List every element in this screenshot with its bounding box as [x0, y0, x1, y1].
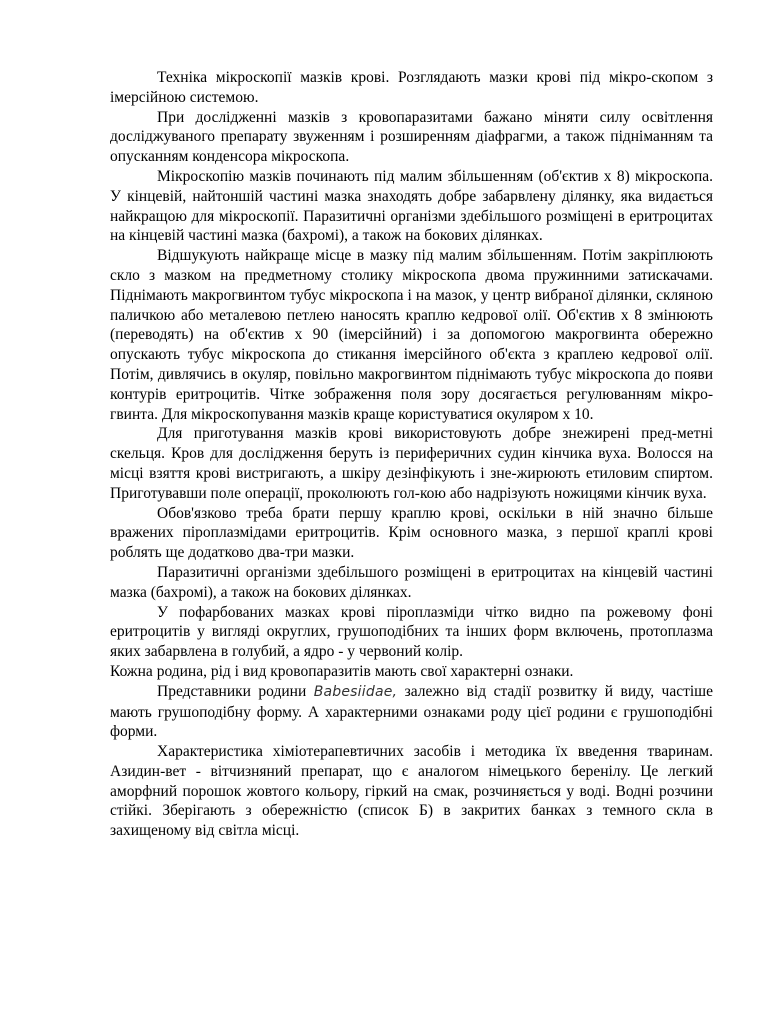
paragraph-chemotherapy: Характеристика хіміотерапевтичних засобів і методика їх введення тваринам. Азидин-вет - вітчизняний препарат, що є аналогом німецького беренілу. Це легкий аморфний порошок жовтого кольору, гіркий на смак, розчиняється у воді. Водні розчини стійкі. Зберігають з обережністю (список Б) в закритих банках з темного скла в захищеному від світла місці.: [110, 743, 713, 840]
babesiidae-text-after: залежно від стадії розвитку й виду, частіше мають грушоподібну форму. А характерними ознаками роду цієї родини є грушоподібні форми.: [110, 682, 713, 741]
paragraph-smear-preparation: Для приготування мазків крові використовують добре знежирені пред-метні скельця. Кров для дослідження беруть із периферичних судин кінчика вуха. Волосся на місці взяття крові вистригають, а шкіру дезінфікують і зне-жирюють етиловим спиртом. Приготувавши поле операції, проколюють гол-кою або надрізують ножицями кінчик вуха.: [110, 425, 713, 502]
paragraph-illumination: При дослідженні мазків з кровопаразитами бажано міняти силу освітлення досліджуваного препарату звуженням і розширенням діафрагми, а також підніманням та опусканням конденсора мікроскопа.: [110, 108, 713, 166]
paragraph-babesiidae: [110, 682, 713, 742]
babesiidae-text-before: Представники родини: [157, 682, 314, 700]
paragraph-immersion-procedure: Відшукують найкраще місце в мазку під малим збільшенням. Потім закріплюють скло з мазком на предметному столику мікроскопа двома пружинними затискачами. Піднімають макрогвинтом тубус мікроскопа і на мазок, у центр вибраної ділянки, скляною паличкою або металевою петлею наносять краплю кедрової олії. Об'єктив х 8 змінюють (переводять) на об'єктив х 90 (імерсійний) і за допомогою макрогвинта обережно опускають тубус мікроскопа до стикання імерсійного об'єкта з краплею кедрової олії. Потім, дивлячись в окуляр, повільно макрогвинтом піднімають тубус мікроскопа до появи контурів еритроцитів. Чітке зображення поля зору досягається регулюванням мікро-гвинта. Для мікроскопування мазків краще користуватися окуляром х 10.: [110, 247, 713, 423]
paragraph-stained-smears: У пофарбованих мазках крові піроплазміди чітко видно па рожевому фоні еритроцитів у вигляді округлих, грушоподібних та інших форм включень, протоплазма яких забарвлена в голубий, а ядро - у червоний колір.: [110, 603, 713, 661]
babesiidae-latin-name: Babesiidae,: [313, 683, 398, 700]
paragraph-family-features: Кожна родина, рід і вид кровопаразитів мають свої характерні ознаки.: [110, 662, 574, 680]
paragraph-microscopy-technique: Техніка мікроскопії мазків крові. Розглядають мазки крові під мікро-скопом з імерсійною системою.: [110, 69, 713, 106]
paragraph-first-drop: Обов'язково треба брати першу краплю крові, оскільки в ній значно більше вражених піроплазмідами еритроцитів. Крім основного мазка, з першої краплі крові роблять ще додатково два-три мазки.: [110, 504, 713, 562]
paragraph-parasite-location: Паразитичні організми здебільшого розміщені в еритроцитах на кінцевій частині мазка (бахромі), а також на бокових ділянках.: [110, 563, 713, 601]
document-page: [110, 68, 713, 841]
paragraph-low-magnification: Мікроскопію мазків починають під малим збільшенням (об'єктив х 8) мікроскопа. У кінцевій, найтоншій частині мазка знаходять добре забарвлену ділянку, яка видається найкращою для мікроскопії. Паразитичні організми здебільшого розміщені в еритроцитах на кінцевій частині мазка (бахромі), а також на бокових ділянках.: [110, 167, 713, 245]
